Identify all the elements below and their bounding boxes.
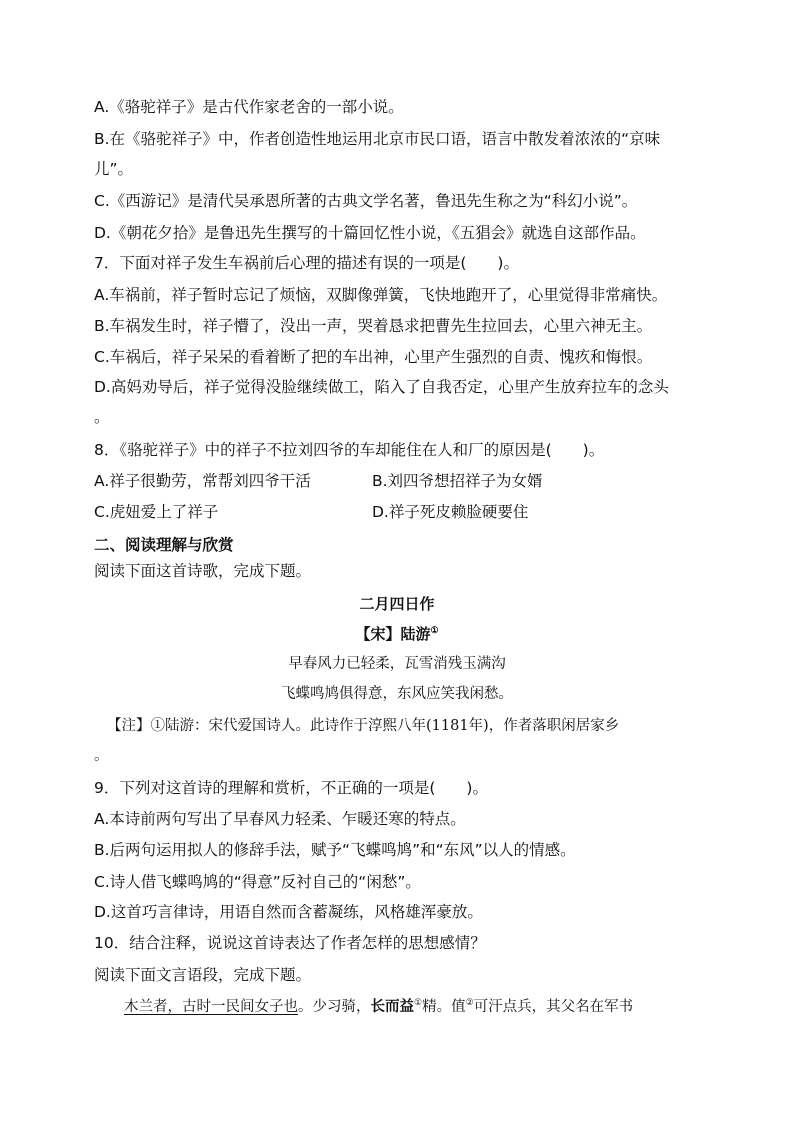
underlined-sentence: 木兰者，古时一民间女子也 <box>124 999 298 1015</box>
q8-option-d: D.祥子死皮赖脸硬要住 <box>372 503 529 521</box>
q6-option-d: D.《朝花夕拾》是鲁迅先生撰写的十篇回忆性小说，《五猖会》就选自这部作品。 <box>94 224 646 242</box>
q8-option-a: A.祥子很勤劳，常帮刘四爷干活 <box>94 472 311 490</box>
q7-option-d-line2: 。 <box>94 408 110 426</box>
poem-title: 二月四日作 <box>359 595 435 613</box>
q9-stem: 9．下列对这首诗的理解和赏析，不正确的一项是( )。 <box>94 779 488 797</box>
q9-option-b: B.后两句运用拟人的修辞手法，赋予“飞蝶鸣鸠”和“东风”以人的情感。 <box>94 841 576 859</box>
q6-option-c: C.《西游记》是清代吴承恩所著的古典文学名著，鲁迅先生称之为“科幻小说”。 <box>94 192 638 210</box>
note-mark: ② <box>465 998 474 1009</box>
q10-stem: 10．结合注释，说说这首诗表达了作者怎样的思想感情？ <box>94 934 486 952</box>
passage-bold-text: 长而益 <box>370 998 414 1015</box>
classical-passage-line1 <box>124 997 714 1017</box>
q7-option-c: C.车祸后，祥子呆呆的看着断了把的车出神，心里产生强烈的自责、愧疚和悔恨。 <box>94 348 653 366</box>
q9-option-c: C.诗人借飞蝶鸣鸠的“得意”反衬自己的“闲愁”。 <box>94 873 421 891</box>
q8-option-c: C.虎妞爱上了祥子 <box>94 503 219 521</box>
q7-option-a: A.车祸前，祥子暂时忘记了烦恼，双脚像弹簧，飞快地跑开了，心里觉得非常痛快。 <box>94 286 668 304</box>
q7-stem: 7．下面对祥子发生车祸前后心理的描述有误的一项是( )。 <box>94 254 519 272</box>
section-intro: 阅读下面这首诗歌，完成下题。 <box>94 562 312 580</box>
q8-stem: 8．《骆驼祥子》中的祥子不拉刘四爷的车却能住在人和厂的原因是( )。 <box>94 441 605 459</box>
q6-option-b-line1: B.在《骆驼祥子》中，作者创造性地运用北京市民口语，语言中散发着浓浓的“京味 <box>94 130 661 148</box>
q9-option-d: D.这首巧言律诗，用语自然而含蓄凝练，风格雄浑豪放。 <box>94 903 483 921</box>
section-heading: 二、阅读理解与欣赏 <box>94 536 234 554</box>
poem-note-line2: 。 <box>94 748 109 764</box>
passage-text: 可汗点兵，其父名在军书 <box>473 999 634 1015</box>
poem-note-line1: 【注】①陆游：宋代爱国诗人。此诗作于淳熙八年(1181年)，作者落职闲居家乡 <box>107 718 620 734</box>
q9-option-a: A.本诗前两句写出了早春风力轻柔、乍暖还寒的特点。 <box>94 810 466 828</box>
q6-option-a: A.《骆驼祥子》是古代作家老舍的一部小说。 <box>94 98 404 116</box>
q7-option-d-line1: D.高妈劝导后，祥子觉得没脸继续做工，陷入了自我否定，心里产生放弃拉车的念头 <box>94 378 669 396</box>
q7-option-b: B.车祸发生时，祥子懵了，没出一声，哭着恳求把曹先生拉回去，心里六神无主。 <box>94 317 653 335</box>
passage-text: 精。值 <box>422 999 466 1015</box>
q6-option-b-line2: 儿”。 <box>94 160 134 178</box>
poem-author-text: 【宋】陆游 <box>355 625 431 643</box>
classical-intro: 阅读下面文言语段，完成下题。 <box>94 966 312 984</box>
poem-author <box>0 624 794 644</box>
poem-line-2: 飞蝶鸣鸠俱得意，东风应笑我闲愁。 <box>281 686 513 702</box>
poem-line-1: 早春风力已轻柔，瓦雪消残玉满沟 <box>288 656 506 672</box>
passage-text: 。少习骑， <box>298 999 371 1015</box>
note-mark: ① <box>414 998 423 1009</box>
note-mark: ① <box>430 626 439 636</box>
q8-option-b: B.刘四爷想招祥子为女婿 <box>372 472 543 490</box>
